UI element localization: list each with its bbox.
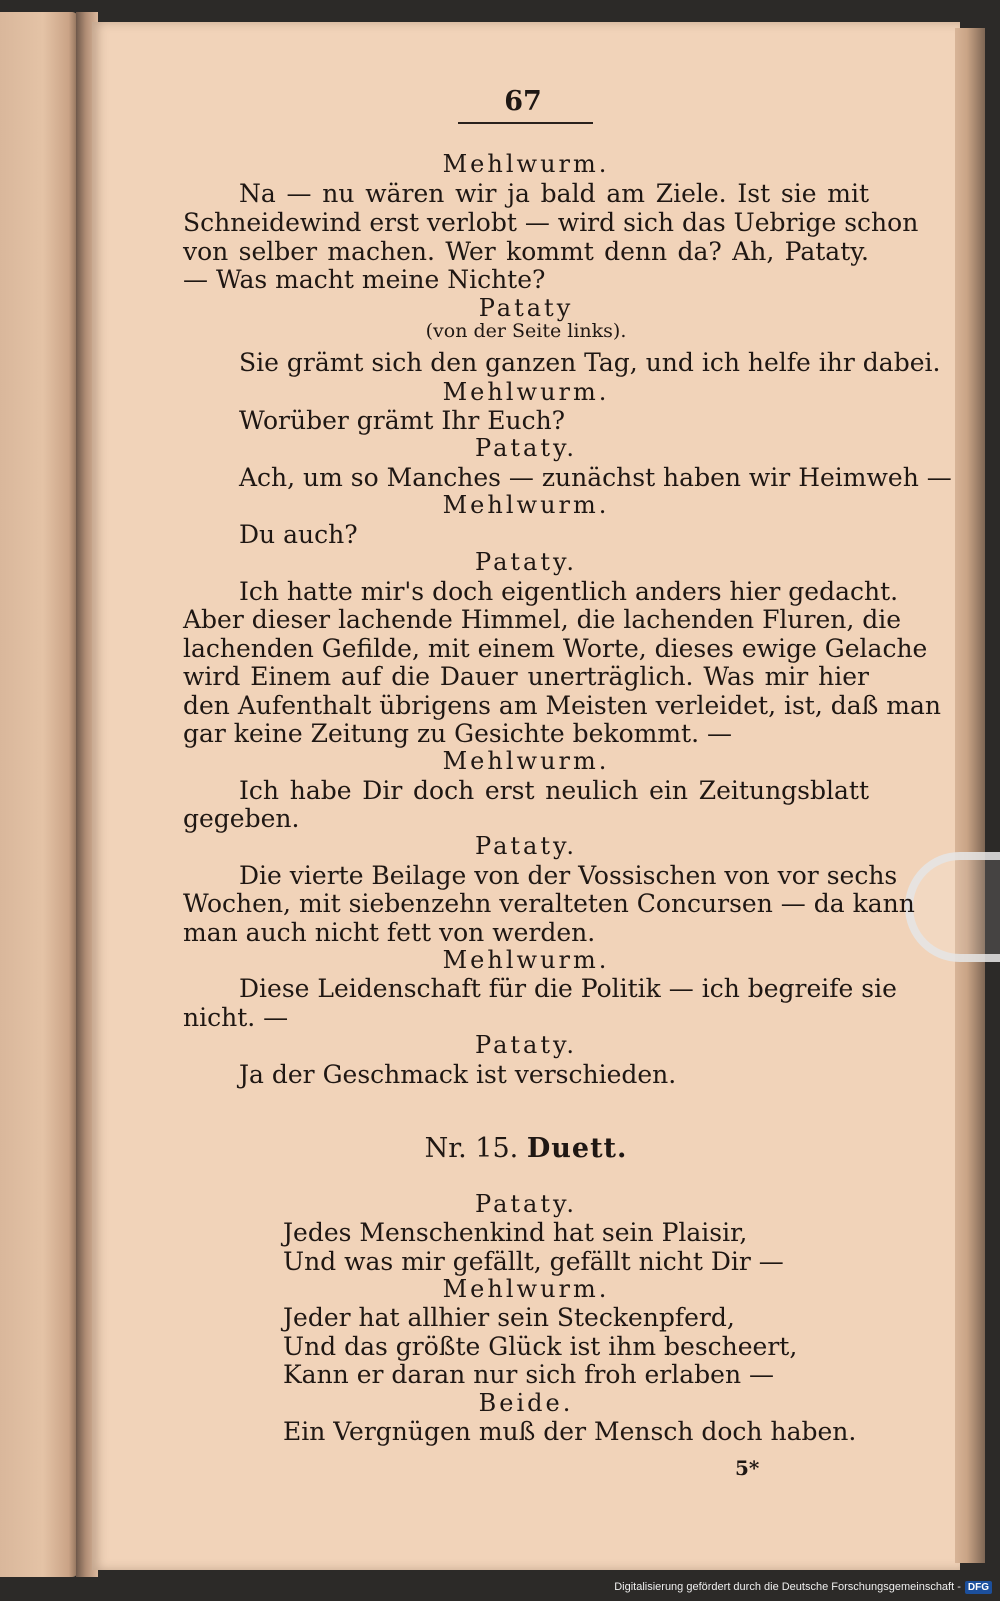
- speaker-name: Mehlwurm.: [442, 1275, 610, 1303]
- speaker-name: Pataty.: [475, 1190, 577, 1218]
- speech-line: Diese Leidenschaft für die Politik — ich begreife sie: [239, 974, 897, 1003]
- speaker-name: Pataty.: [475, 548, 577, 576]
- verse-line: Und was mir gefällt, gefällt nicht Dir —: [283, 1247, 784, 1276]
- speech-line: den Aufenthalt übrigens am Meisten verleidet, ist, daß man: [183, 691, 942, 720]
- digitization-footer: [0, 1581, 992, 1594]
- speaker-name: Pataty.: [475, 832, 577, 860]
- speech-line: lachenden Gefilde, mit einem Worte, dieses ewige Gelache: [183, 634, 928, 663]
- signature-mark: 5*: [735, 1456, 760, 1480]
- speaker-name: Mehlwurm.: [442, 747, 610, 775]
- verse-line: Kann er daran nur sich froh erlaben —: [283, 1360, 775, 1389]
- speech-line: Sie grämt sich den ganzen Tag, und ich helfe ihr dabei.: [239, 348, 941, 377]
- stage-direction: (von der Seite links).: [425, 320, 627, 342]
- speaker-name: Mehlwurm.: [442, 946, 610, 974]
- speech-line: Ja der Geschmack ist verschieden.: [239, 1060, 677, 1089]
- number-heading-title: Duett.: [526, 1133, 628, 1164]
- verse-line: Jedes Menschenkind hat sein Plaisir,: [283, 1218, 748, 1247]
- dfg-logo: DFG: [965, 1581, 992, 1594]
- speech-line: Ich hatte mir's doch eigentlich anders hier gedacht.: [239, 577, 899, 606]
- speaker-name: Mehlwurm.: [442, 378, 610, 406]
- speech-line: Worüber grämt Ihr Euch?: [239, 406, 566, 435]
- speaker-name: Mehlwurm.: [442, 491, 610, 519]
- speech-line: nicht. —: [183, 1003, 289, 1032]
- speech-line: von selber machen. Wer kommt denn da? Ah, Pataty.: [183, 237, 869, 266]
- speaker-name: Beide.: [478, 1389, 574, 1417]
- speaker-name: Pataty.: [475, 434, 577, 462]
- speech-line: gar keine Zeitung zu Gesichte bekommt. —: [183, 719, 732, 748]
- speech-line: Die vierte Beilage von der Vossischen von vor sechs: [239, 861, 898, 890]
- left-page-edge: [0, 12, 78, 1577]
- speech-line: Ich habe Dir doch erst neulich ein Zeitungsblatt: [239, 776, 869, 805]
- speech-line: Wochen, mit siebenzehn veralteten Concursen — da kann: [183, 889, 915, 918]
- speaker-name: Pataty: [478, 294, 574, 322]
- verse-line: Ein Vergnügen muß der Mensch doch haben.: [283, 1417, 857, 1446]
- speech-line: man auch nicht fett von werden.: [183, 918, 596, 947]
- speech-line: Ach, um so Manches — zunächst haben wir Heimweh —: [239, 463, 952, 492]
- number-heading: [183, 1135, 869, 1162]
- number-heading-prefix: Nr. 15.: [424, 1133, 519, 1164]
- verse-line: Und das größte Glück ist ihm bescheert,: [283, 1332, 798, 1361]
- page-number: 67: [504, 86, 542, 117]
- speech-line: Du auch?: [239, 520, 358, 549]
- speaker-name: Pataty.: [475, 1031, 577, 1059]
- speech-line: — Was macht meine Nichte?: [183, 265, 546, 294]
- speech-line: Aber dieser lachende Himmel, die lachenden Fluren, die: [183, 605, 902, 634]
- page-number-rule: [458, 122, 593, 124]
- speech-line: gegeben.: [183, 804, 300, 833]
- speech-line: Schneidewind erst verlobt — wird sich das Uebrige schon: [183, 208, 919, 237]
- speech-line: wird Einem auf die Dauer unerträglich. Was mir hier: [183, 662, 869, 691]
- verse-line: Jeder hat allhier sein Steckenpferd,: [283, 1303, 735, 1332]
- speech-line: Na — nu wären wir ja bald am Ziele. Ist sie mit: [239, 179, 869, 208]
- footer-text: Digitalisierung gefördert durch die Deutsche Forschungsgemeinschaft -: [614, 1581, 961, 1593]
- speaker-name: Mehlwurm.: [442, 150, 610, 178]
- page-edge: [955, 28, 985, 1563]
